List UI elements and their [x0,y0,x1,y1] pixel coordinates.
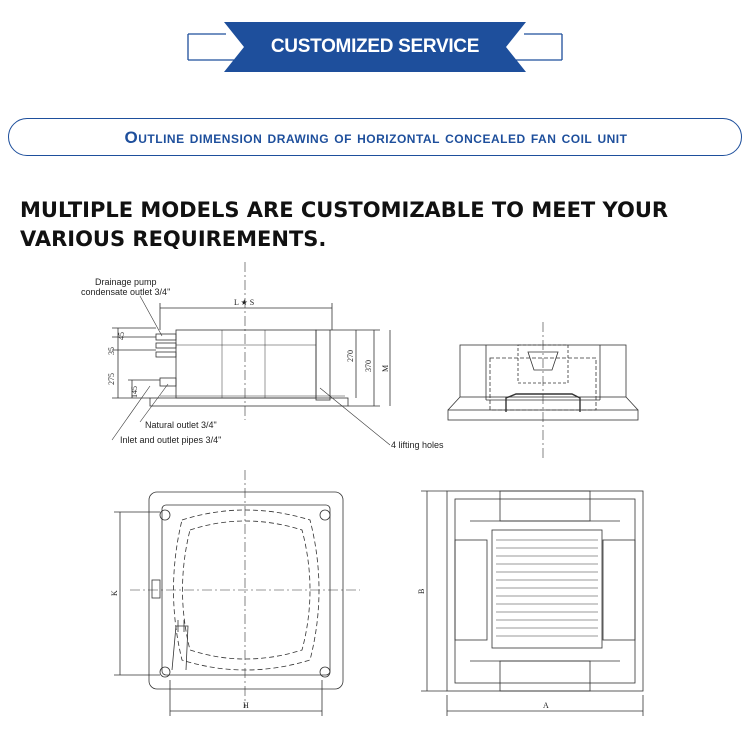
inlet-outlet-pipes-label: Inlet and outlet pipes 3/4" [120,435,222,445]
dim-145: 145 [130,386,139,398]
dim-m: M [381,364,390,372]
dim-b: B [417,588,426,594]
dim-ls: L ★ S [234,298,255,307]
banner-title: CUSTOMIZED SERVICE [270,36,480,57]
dim-35: 35 [107,347,116,355]
dim-h: H [243,701,249,710]
natural-outlet-label: Natural outlet 3/4" [145,420,217,430]
lifting-holes-label: 4 lifting holes [391,440,444,450]
drain-pump-label-2: condensate outlet 3/4" [81,287,171,297]
dim-275: 275 [107,373,116,385]
drain-pump-label-1: Drainage pump [95,277,157,287]
dim-45: 45 [117,332,126,340]
dim-370: 370 [364,360,373,372]
dim-k: K [110,590,119,596]
dim-a: A [543,701,549,710]
dim-270: 270 [346,350,355,362]
subtitle-text: Outline dimension drawing of horizontal concealed fan coil unit [124,128,628,147]
headline: MULTIPLE MODELS ARE CUSTOMIZABLE TO MEET YOUR VARIOUS REQUIREMENTS. [20,198,669,251]
